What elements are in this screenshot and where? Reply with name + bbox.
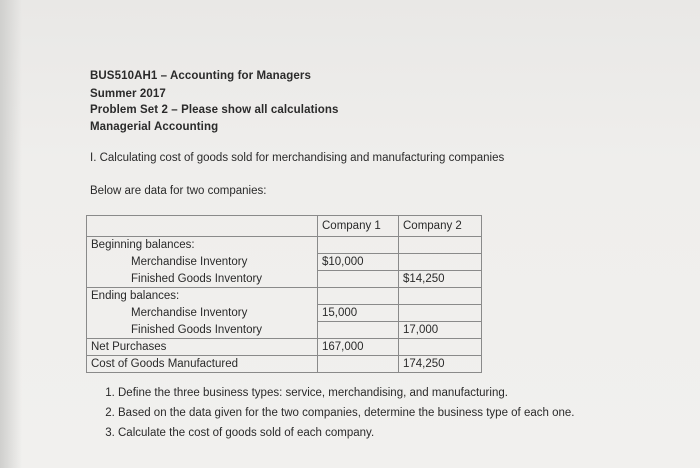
row-label: Beginning balances:	[87, 237, 318, 254]
table-row	[87, 237, 482, 254]
table-header-row	[87, 216, 482, 237]
cell-company-2	[399, 254, 482, 271]
cell-company-2	[399, 305, 482, 322]
question-list	[100, 385, 638, 445]
cell-company-2: $14,250	[399, 271, 482, 288]
cell-company-1: $10,000	[318, 254, 399, 271]
table-row	[87, 356, 482, 373]
row-label: Merchandise Inventory	[131, 255, 248, 268]
problem-set-title: Problem Set 2 – Please show all calculations	[90, 104, 339, 116]
intro-text: Below are data for two companies:	[90, 185, 267, 197]
row-label: Ending balances:	[87, 288, 318, 305]
cell-company-2: 17,000	[399, 322, 482, 339]
cell-company-1	[318, 356, 399, 373]
col-header-company-1: Company 1	[318, 216, 399, 237]
row-label: Finished Goods Inventory	[131, 323, 263, 336]
question-item: 2. Based on the data given for the two companies, determine the business type of each one.	[118, 405, 638, 422]
cell-company-1	[318, 237, 399, 254]
row-label: Cost of Goods Manufactured	[87, 356, 318, 373]
col-header-company-2: Company 2	[399, 216, 482, 237]
topic: Managerial Accounting	[90, 121, 219, 133]
row-label: Finished Goods Inventory	[131, 272, 263, 285]
table-row	[87, 288, 482, 305]
table-row	[87, 339, 482, 356]
table-header-blank	[87, 216, 318, 237]
table-row	[87, 254, 482, 271]
question-item: 3. Calculate the cost of goods sold of each company.	[118, 425, 638, 442]
table-row	[87, 271, 482, 288]
cell-company-1	[318, 288, 399, 305]
row-label: Net Purchases	[87, 339, 318, 356]
page-edge-shadow	[0, 0, 22, 468]
table-row	[87, 322, 482, 339]
course-title: BUS510AH1 – Accounting for Managers	[90, 70, 311, 82]
table-row	[87, 305, 482, 322]
cell-company-1: 15,000	[318, 305, 399, 322]
cell-company-2	[399, 288, 482, 305]
cell-company-2: 174,250	[399, 356, 482, 373]
inventory-table	[86, 215, 482, 373]
cell-company-1: 167,000	[318, 339, 399, 356]
cell-company-2	[399, 237, 482, 254]
cell-company-1	[318, 271, 399, 288]
cell-company-1	[318, 322, 399, 339]
question-item: 1. Define the three business types: service, merchandising, and manufacturing.	[118, 385, 638, 402]
section-title: I. Calculating cost of goods sold for merchandising and manufacturing companies	[90, 152, 505, 164]
cell-company-2	[399, 339, 482, 356]
term: Summer 2017	[90, 88, 166, 100]
row-label: Merchandise Inventory	[131, 306, 248, 319]
